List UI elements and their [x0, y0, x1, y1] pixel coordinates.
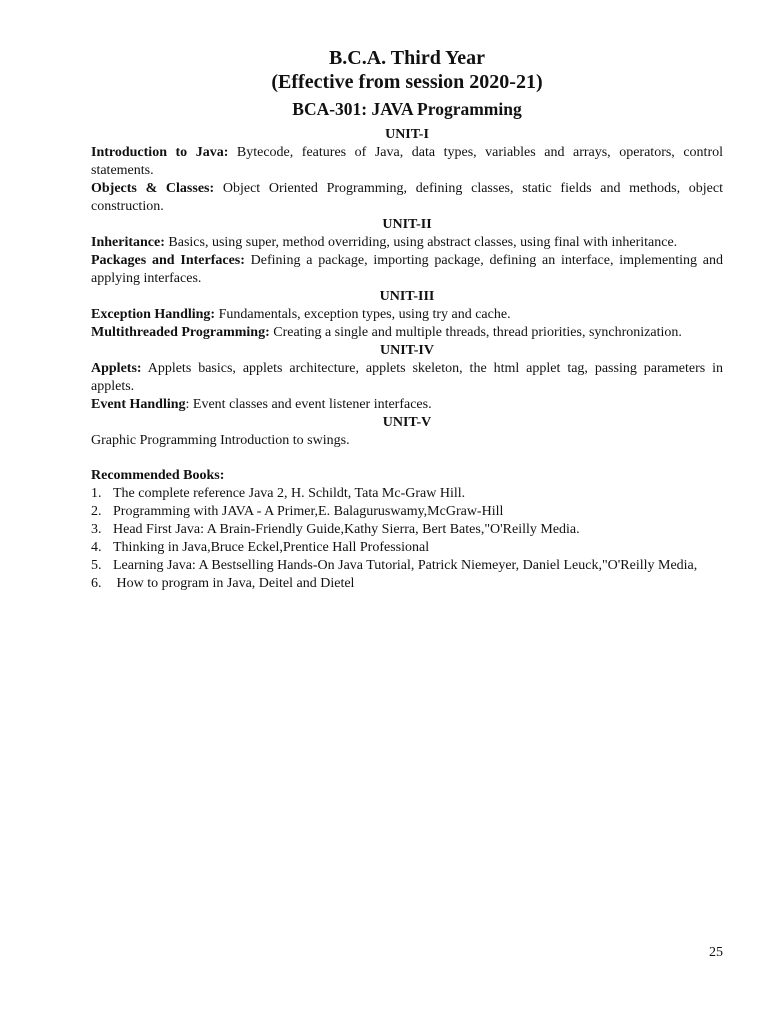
unit-heading: UNIT-II	[382, 217, 432, 232]
item-number: 6.	[91, 576, 102, 591]
list-item	[91, 521, 723, 539]
list-item	[91, 557, 723, 575]
list-item	[91, 575, 723, 593]
topic-paragraph	[91, 180, 723, 216]
item-number: 2.	[91, 504, 102, 519]
course-title: BCA-301: JAVA Programming	[292, 99, 522, 119]
item-text: Head First Java: A Brain-Friendly Guide,Kathy Sierra, Bert Bates,"O'Reilly Media.	[113, 522, 580, 537]
topic-paragraph	[91, 144, 723, 180]
item-text: The complete reference Java 2, H. Schildt, Tata Mc-Graw Hill.	[113, 486, 466, 501]
books-heading: Recommended Books:	[91, 468, 225, 483]
item-number: 3.	[91, 522, 102, 537]
topic-paragraph	[91, 252, 723, 288]
topic-paragraph	[91, 234, 723, 252]
topic-text: : Event classes and event listener interfaces.	[185, 397, 432, 412]
topic-paragraph: Graphic Programming Introduction to swings.	[91, 433, 350, 448]
item-number: 5.	[91, 558, 102, 573]
topic-paragraph	[91, 306, 723, 324]
topic-paragraph	[91, 324, 723, 342]
topic-label: Packages and Interfaces:	[91, 253, 245, 268]
item-text: Thinking in Java,Bruce Eckel,Prentice Hall Professional	[113, 540, 430, 555]
topic-text: Applets basics, applets architecture, applets skeleton, the html applet tag, passing parameters in applets.	[91, 361, 723, 394]
unit-heading: UNIT-IV	[380, 343, 434, 358]
unit-heading: UNIT-I	[385, 127, 429, 142]
topic-text: Creating a single and multiple threads, thread priorities, synchronization.	[269, 325, 682, 340]
topic-text: Defining a package, importing package, defining an interface, implementing and applying interfaces.	[91, 253, 723, 286]
topic-label: Applets:	[91, 361, 142, 376]
title-line-2: (Effective from session 2020-21)	[271, 71, 543, 93]
unit-heading: UNIT-V	[382, 415, 432, 430]
page-number: 25	[709, 945, 723, 960]
page-title	[91, 46, 723, 94]
item-number: 1.	[91, 486, 102, 501]
list-item	[91, 539, 723, 557]
topic-text: Bytecode, features of Java, data types, variables and arrays, operators, control statements.	[91, 145, 723, 178]
topic-text: Object Oriented Programming, defining classes, static fields and methods, object construction.	[91, 181, 723, 214]
list-item	[91, 503, 723, 521]
syllabus-page	[91, 46, 723, 593]
topic-label: Inheritance:	[91, 235, 165, 250]
topic-text: Basics, using super, method overriding, using abstract classes, using final with inheritance.	[164, 235, 678, 250]
unit-heading: UNIT-III	[379, 289, 435, 304]
list-item	[91, 485, 723, 503]
topic-label: Multithreaded Programming:	[91, 325, 270, 340]
title-line-1: B.C.A. Third Year	[328, 47, 486, 69]
topic-paragraph	[91, 360, 723, 396]
topic-label: Objects & Classes:	[91, 181, 215, 196]
item-number: 4.	[91, 540, 102, 555]
topic-label: Introduction to Java:	[91, 145, 229, 160]
topic-label: Exception Handling:	[91, 307, 216, 322]
item-text: Programming with JAVA - A Primer,E. Balaguruswamy,McGraw-Hill	[113, 504, 504, 519]
topic-text: Fundamentals, exception types, using try and cache.	[215, 307, 511, 322]
item-text: Learning Java: A Bestselling Hands-On Java Tutorial, Patrick Niemeyer, Daniel Leuck,"O'Reilly Media,	[113, 558, 698, 573]
item-text: How to program in Java, Deitel and Dietel	[113, 576, 355, 591]
books-list	[91, 485, 723, 593]
topic-label: Event Handling	[91, 397, 186, 412]
topic-paragraph	[91, 396, 723, 414]
